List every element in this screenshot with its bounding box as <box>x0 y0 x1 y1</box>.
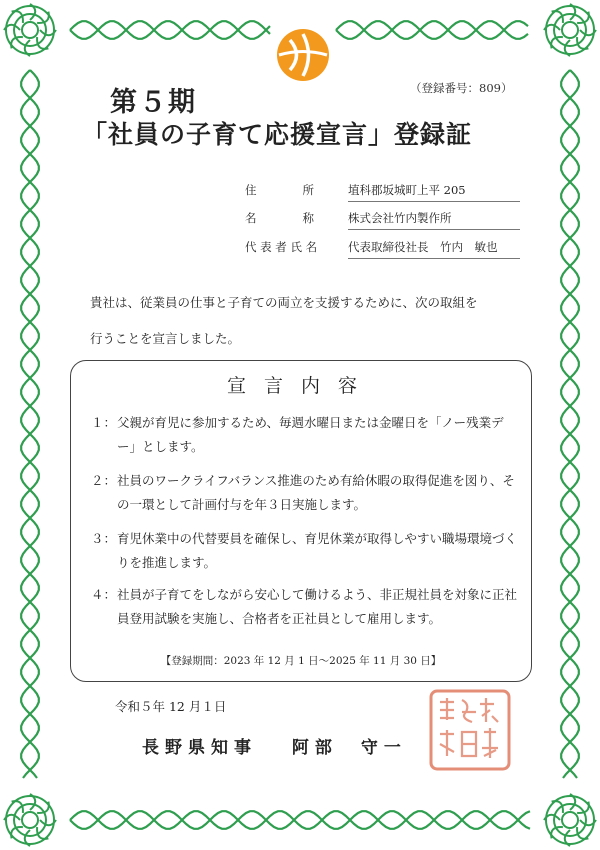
representative-row <box>245 237 525 259</box>
representative-value: 代表取締役社長 竹内 敏也 <box>348 239 520 259</box>
company-name-label: 名 称 <box>245 211 314 225</box>
intro-line-2: 行うことを宣言しました。 <box>90 331 241 346</box>
certificate-title: 「社員の子育て応援宣言」登録証 <box>82 120 473 149</box>
item-text: 社員が子育てをしながら安心して働けるよう、非正規社員を対象に正社員登用試験を実施し、合格者を正社員として雇用します。 <box>117 587 518 626</box>
item-text: 育児休業中の代替要員を確保し、育児休業が取得しやすい職場環境づくりを推進します。 <box>117 531 518 570</box>
intro-line-1: 貴社は、従業員の仕事と子育ての両立を支援するために、次の取組を <box>90 295 478 310</box>
address-value: 埴科郡坂城町上平 205 <box>348 182 520 202</box>
item-number: １： <box>91 415 117 430</box>
floral-corner-ornament-icon <box>4 794 56 846</box>
declaration-box <box>70 360 532 682</box>
company-name-row <box>245 208 525 230</box>
address-row <box>245 180 525 202</box>
item-number: ４： <box>91 587 117 602</box>
item-number: ２： <box>91 473 117 488</box>
floral-corner-ornament-icon <box>4 4 56 56</box>
intro-paragraph <box>90 285 535 357</box>
item-text: 父親が育児に参加するため、毎週水曜日または金曜日を「ノー残業デー」とします。 <box>117 415 504 454</box>
company-name-value: 株式会社竹内製作所 <box>348 210 520 230</box>
floral-corner-ornament-icon <box>544 794 596 846</box>
issue-date: 令和５年 12 月１日 <box>115 699 227 714</box>
item-text: 社員のワークライフバランス推進のため有給休暇の取得促進を図り、その一環として計画付与を年３日実施します。 <box>117 473 515 512</box>
floral-corner-ornament-icon <box>544 4 596 56</box>
declaration-heading: 宣言内容 <box>226 375 375 397</box>
registration-period: 【登録期間：2023 年 12 月 1 日～2025 年 11 月 30 日】 <box>160 655 442 667</box>
representative-label: 代 表 者 氏 名 <box>245 240 318 254</box>
orange-circle-logo-icon <box>276 28 330 82</box>
official-seal-icon <box>428 688 512 772</box>
address-label: 住 所 <box>245 183 314 197</box>
issue-number: 第５期 <box>110 87 197 118</box>
governor-name: 長野県知事 阿部 守一 <box>142 738 407 758</box>
registration-number: （登録番号：809） <box>410 81 513 95</box>
item-number: ３： <box>91 531 117 546</box>
